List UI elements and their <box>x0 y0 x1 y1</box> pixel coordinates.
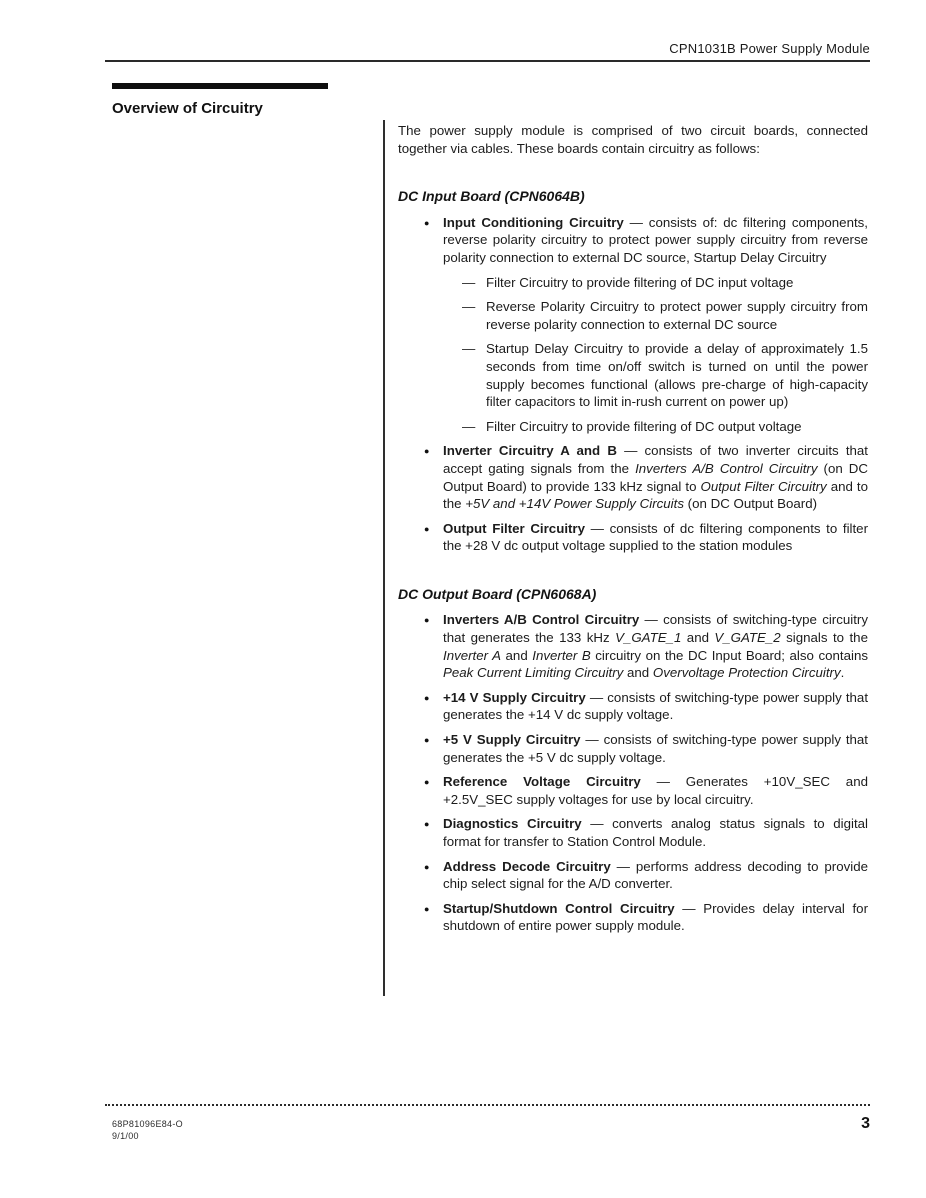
text-segment: — performs address decoding to provide chip select signal for the A/D converter. <box>443 858 869 892</box>
text-segment: Output Filter Circuitry <box>443 520 586 536</box>
board-sections <box>398 188 868 935</box>
text-segment: — Provides delay interval for shutdown of entire power supply module. <box>443 900 869 934</box>
board-heading: DC Input Board (CPN6064B) <box>398 188 585 205</box>
text-segment: V_GATE_1 <box>615 630 682 646</box>
text-segment: and <box>501 647 533 663</box>
text-segment: +5V and +14V Power Supply Circuits <box>465 496 684 512</box>
section-heading: Overview of Circuitry <box>112 100 263 117</box>
intro-paragraph: The power supply module is comprised of two circuit boards, connected together via cables. These boards contain circuitry as follows: <box>398 123 868 156</box>
sub-list-item <box>398 418 868 436</box>
circuitry-list <box>398 611 868 935</box>
text-segment: Startup Delay Circuitry to provide a delay of approximately 1.5 seconds from time on/off switch is turned on until the power supply becomes functional (allows pre-charge of high-capacity filter capacitors to limit in-rush current on power up) <box>486 341 868 410</box>
text-segment: and <box>681 630 715 646</box>
text-segment: — Generates +10V_SEC and +2.5V_SEC supply voltages for use by local circuitry. <box>443 774 868 807</box>
text-segment: (on DC Output Board) to provide 133 kHz signal to <box>443 460 868 494</box>
footer-left-block <box>112 1118 183 1142</box>
board-heading: DC Output Board (CPN6068A) <box>398 585 597 602</box>
list-item <box>398 520 868 555</box>
section-marker-bar <box>112 83 328 89</box>
list-item <box>398 731 868 766</box>
text-segment: — consists of switching-type power supply that generates the +5 V dc supply voltage. <box>443 732 868 765</box>
text-segment: — consists of: dc filtering components, reverse polarity circuitry to protect power supply circuitry from reverse polarity connection to external DC source, Startup Delay Circuitry <box>443 214 869 265</box>
sub-list-item <box>398 274 868 292</box>
text-segment: Reference Voltage Circuitry <box>443 774 641 790</box>
text-segment: — consists of two inverter circuits that accept gating signals from the <box>443 443 868 476</box>
text-segment: +5 V Supply Circuitry <box>443 732 581 748</box>
text-segment: Overvoltage Protection Circuitry <box>652 665 841 681</box>
text-segment: . <box>840 665 845 681</box>
text-segment: Output Filter Circuitry <box>700 478 827 494</box>
text-segment: Address Decode Circuitry <box>443 858 611 874</box>
text-segment: Input Conditioning Circuitry <box>443 214 624 230</box>
sub-list-item <box>398 298 868 333</box>
text-segment: — consists of switching-type power supply that generates the +14 V dc supply voltage. <box>443 689 869 723</box>
document-number: 68P81096E84-O <box>112 1119 183 1129</box>
list-item <box>398 858 868 893</box>
text-segment: V_GATE_2 <box>714 630 781 646</box>
list-item <box>398 689 868 724</box>
text-segment: Filter Circuitry to provide filtering of DC output voltage <box>486 418 802 434</box>
footer-rule <box>105 1104 870 1106</box>
running-header-title: CPN1031B Power Supply Module <box>669 41 870 56</box>
text-segment: Reverse Polarity Circuitry to protect power supply circuitry from reverse polarity connection to external DC source <box>486 299 868 332</box>
content-divider-rule <box>383 120 385 996</box>
text-segment: Peak Current Limiting Circuitry <box>443 665 624 681</box>
text-segment: — consists of switching-type circuitry that generates the 133 kHz <box>443 612 868 646</box>
list-item <box>398 815 868 850</box>
text-segment: (on DC Output Board) <box>683 496 818 512</box>
sub-list-item <box>398 340 868 410</box>
text-segment: Inverter Circuitry A and B <box>443 443 617 459</box>
document-date: 9/1/00 <box>112 1131 139 1141</box>
circuitry-list <box>398 214 868 555</box>
text-segment: circuitry on the DC Input Board; also contains <box>590 647 868 663</box>
list-item <box>398 214 868 267</box>
list-item <box>398 900 868 935</box>
text-segment: and <box>623 665 653 681</box>
text-segment: +14 V Supply Circuitry <box>443 689 586 705</box>
text-segment: and to the <box>443 478 869 512</box>
list-item <box>398 442 868 512</box>
text-segment: Filter Circuitry to provide filtering of DC input voltage <box>486 274 794 290</box>
text-segment: Diagnostics Circuitry <box>443 816 582 832</box>
text-segment: Inverters A/B Control Circuitry <box>635 460 818 476</box>
text-segment: — converts analog status signals to digital format for transfer to Station Control Module. <box>443 816 868 849</box>
header-rule <box>105 60 870 62</box>
page-number: 3 <box>861 1115 870 1132</box>
text-segment: — consists of dc filtering components to filter the +28 V dc output voltage supplied to the station modules <box>443 520 868 554</box>
main-content <box>398 122 868 942</box>
list-item <box>398 773 868 808</box>
text-segment: Inverter A <box>443 647 501 663</box>
text-segment: Inverters A/B Control Circuitry <box>443 612 640 628</box>
text-segment: Startup/Shutdown Control Circuitry <box>443 900 675 916</box>
text-segment: signals to the <box>780 630 868 646</box>
text-segment: Inverter B <box>532 647 591 663</box>
list-item <box>398 611 868 681</box>
